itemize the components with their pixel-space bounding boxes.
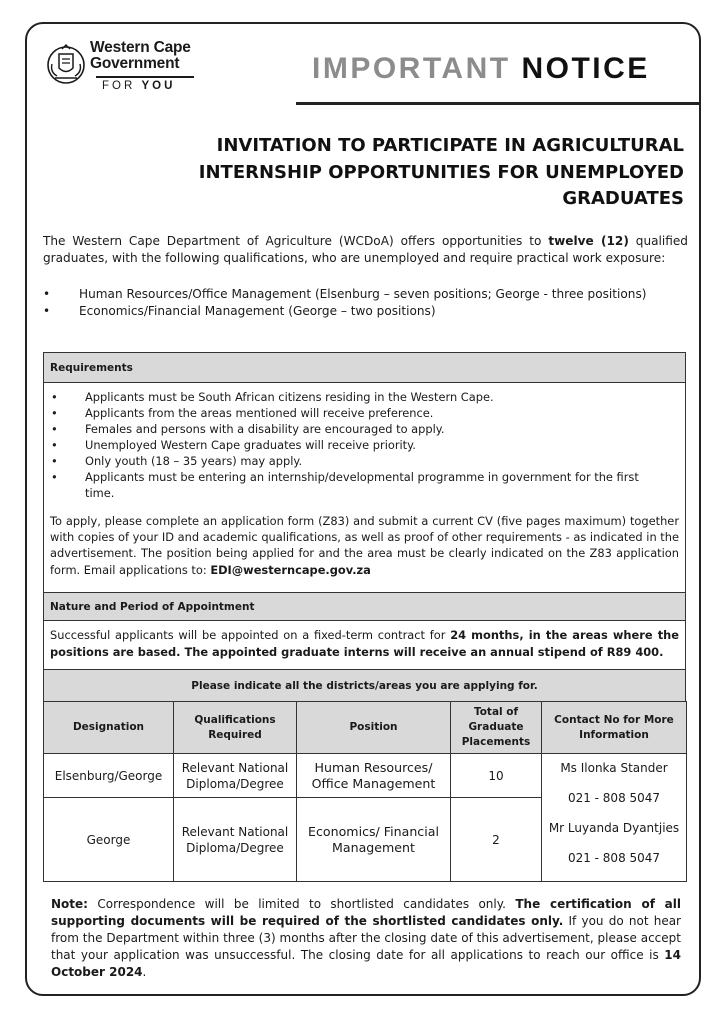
contact-name: Ms Ilonka Stander: [560, 761, 668, 775]
list-item: • Applicants from the areas mentioned will receive preference.: [44, 405, 685, 421]
notice-word-notice: NOTICE: [521, 52, 650, 85]
contact-name: Mr Luyanda Dyantjies: [548, 821, 680, 835]
list-item: • Human Resources/Office Management (Elsenburg – seven positions; George - three positions): [43, 286, 683, 303]
contact-phone[interactable]: 021 - 808 5047: [567, 791, 661, 805]
application-email[interactable]: EDI@westerncape.gov.za: [210, 562, 371, 577]
tagline-for: FOR: [102, 80, 136, 92]
cell-position: Human Resources/ Office Management: [297, 754, 451, 798]
cell-qualifications: Relevant National Diploma/Degree: [174, 798, 297, 882]
closing-date: 14 October 2024: [51, 948, 681, 979]
organisation-name-line2: Government: [90, 55, 180, 72]
cell-qualifications: Relevant National Diploma/Degree: [174, 754, 297, 798]
note-end: .: [142, 965, 147, 979]
application-instructions: [50, 513, 679, 578]
cell-total: 2: [451, 798, 542, 882]
contact-phone[interactable]: 021 - 808 5047: [567, 851, 661, 865]
cell-contacts: [542, 754, 687, 882]
districts-box: [43, 669, 686, 702]
application-instructions-text: To apply, please complete an application form (Z83) and submit a current CV (five pages maximum) together with copies of your ID and academic qualifications, as well as proof of other requirements - as indicated in the advertisement. The position being applied for and the area must be clearly indicated on the Z83 application form. Email applications to:: [50, 514, 679, 577]
appointment-text-bold: 24 months, in the areas where the positions are based. The appointed graduate interns will receive an annual stipend of R89 400.: [50, 628, 679, 659]
column-header-designation: Designation: [44, 702, 174, 754]
coat-of-arms-icon: [46, 42, 86, 88]
western-cape-government-logo: [46, 39, 196, 97]
notice-word-important: IMPORTANT: [312, 52, 511, 85]
title-line2: INTERNSHIP OPPORTUNITIES FOR UNEMPLOYED: [198, 161, 684, 183]
list-item: • Unemployed Western Cape graduates will receive priority.: [44, 437, 685, 453]
list-item: • Applicants must be entering an internship/developmental programme in government for the first time.: [44, 469, 685, 501]
districts-heading: Please indicate all the districts/areas you are applying for.: [44, 670, 685, 701]
appointment-box: [43, 592, 686, 670]
column-header-qualifications: Qualifications Required: [174, 702, 297, 754]
list-item: • Economics/Financial Management (George – two positions): [43, 303, 683, 320]
note-bold-text: The certification of all supporting documents will be required of the shortlisted candidates only.: [51, 897, 681, 928]
appointment-text: [50, 627, 679, 660]
requirements-list: [44, 389, 685, 501]
list-item: • Only youth (18 – 35 years) may apply.: [44, 453, 685, 469]
column-header-position: Position: [297, 702, 451, 754]
note-text: Correspondence will be limited to shortlisted candidates only.: [87, 897, 516, 911]
cell-position: Economics/ Financial Management: [297, 798, 451, 882]
requirements-heading: Requirements: [44, 353, 685, 383]
intro-count: twelve (12): [548, 234, 629, 248]
organisation-name: [90, 40, 191, 72]
list-item: • Applicants must be South African citizens residing in the Western Cape.: [44, 389, 685, 405]
page-title: [84, 133, 684, 213]
column-header-contact: Contact No for More Information: [542, 702, 687, 754]
qualification-list: [43, 286, 683, 319]
column-header-total: Total of Graduate Placements: [451, 702, 542, 754]
intro-text-end: qualified graduates, with the following qualifications, who are unemployed and require practical work exposure:: [43, 234, 688, 265]
tagline-you: YOU: [141, 80, 176, 92]
header-divider: [296, 102, 701, 105]
appointment-text-start: Successful applicants will be appointed on a fixed-term contract for: [50, 628, 451, 642]
cell-total: 10: [451, 754, 542, 798]
tagline: [102, 80, 175, 92]
note-label: Note:: [51, 897, 88, 911]
title-line3: GRADUATES: [562, 188, 684, 209]
list-item: • Females and persons with a disability are encouraged to apply.: [44, 421, 685, 437]
table-row: [44, 754, 687, 798]
logo-divider: [96, 76, 194, 78]
organisation-name-line1: Western Cape: [90, 39, 191, 56]
placements-table: [43, 701, 687, 882]
intro-text: The Western Cape Department of Agriculture (WCDoA) offers opportunities to: [43, 234, 549, 248]
note-text-continued: If you do not hear from the Department within three (3) months after the closing date of this advertisement, please accept that your application was unsuccessful. The closing date for all applications to reach our office is: [51, 914, 681, 962]
appointment-heading: Nature and Period of Appointment: [44, 593, 685, 621]
requirements-box: [43, 352, 686, 593]
note-paragraph: [51, 896, 681, 981]
notice-heading: [312, 52, 650, 86]
intro-paragraph: [43, 233, 688, 267]
title-line1: INVITATION TO PARTICIPATE IN AGRICULTURAL: [216, 135, 684, 156]
table-header-row: [44, 702, 687, 754]
cell-designation: George: [44, 798, 174, 882]
cell-designation: Elsenburg/George: [44, 754, 174, 798]
